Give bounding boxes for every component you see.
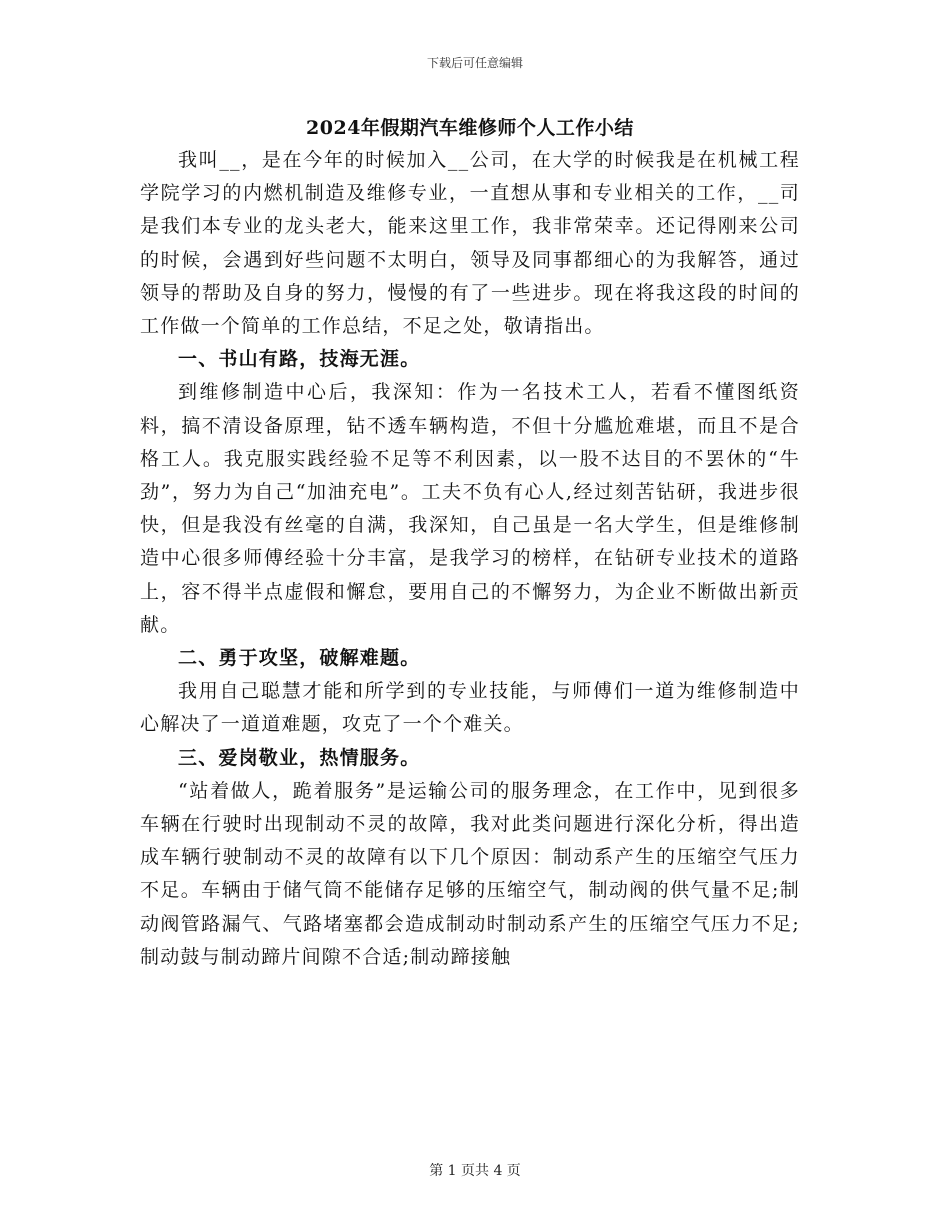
page-header-note: 下载后可任意编辑 [426, 56, 523, 70]
section-heading-3: 三、爱岗敬业，热情服务。 [178, 746, 421, 769]
paragraph-section-1: 到维修制造中心后，我深知：作为一名技术工人，若看不懂图纸资料，搞不清设备原理，钻不透车辆构造，不但十分尴尬难堪，而且不是合格工人。我克服实践经验不足等不利因素，以一股不达目的不罢休的“牛劲”，努力为自己“加油充电”。工夫不负有心人,经过刻苦钻研，我进步很快，但是我没有丝毫的自满，我深知，自己虽是一名大学生，但是维修制造中心很多师傅经验十分丰富，是我学习的榜样，在钻研专业技术的道路上，容不得半点虚假和懈怠，要用自己的不懈努力，为企业不断做出新贡献。 [140, 381, 800, 636]
section-heading-2: 二、勇于攻坚，破解难题。 [178, 647, 421, 670]
paragraph-intro: 我叫__，是在今年的时候加入__公司，在大学的时候我是在机械工程学院学习的内燃机制造及维修专业，一直想从事和专业相关的工作，__司是我们本专业的龙头老大，能来这里工作，我非常荣幸。还记得刚来公司的时候，会遇到好些问题不太明白，领导及同事都细心的为我解答，通过领导的帮助及自身的努力，慢慢的有了一些进步。现在将我这段的时间的工作做一个简单的工作总结，不足之处，敬请指出。 [140, 149, 800, 338]
paragraph-section-2: 我用自己聪慧才能和所学到的专业技能，与师傅们一道为维修制造中心解决了一道道难题，攻克了一个个难关。 [140, 680, 800, 736]
document-title: 2024年假期汽车维修师个人工作小结 [306, 117, 634, 139]
paragraph-section-3: “站着做人，跪着服务”是运输公司的服务理念，在工作中，见到很多车辆在行驶时出现制动不灵的故障，我对此类问题进行深化分析，得出造成车辆行驶制动不灵的故障有以下几个原因：制动系产生的压缩空气压力不足。车辆由于储气筒不能储存足够的压缩空气，制动阀的供气量不足;制动阀管路漏气、气路堵塞都会造成制动时制动系产生的压缩空气压力不足;制动鼓与制动蹄片间隙不合适;制动蹄接触 [140, 779, 800, 968]
section-heading-1: 一、书山有路，技海无涯。 [178, 348, 421, 371]
page-number: 第 1 页共 4 页 [429, 1163, 521, 1179]
document-body [140, 112, 800, 974]
